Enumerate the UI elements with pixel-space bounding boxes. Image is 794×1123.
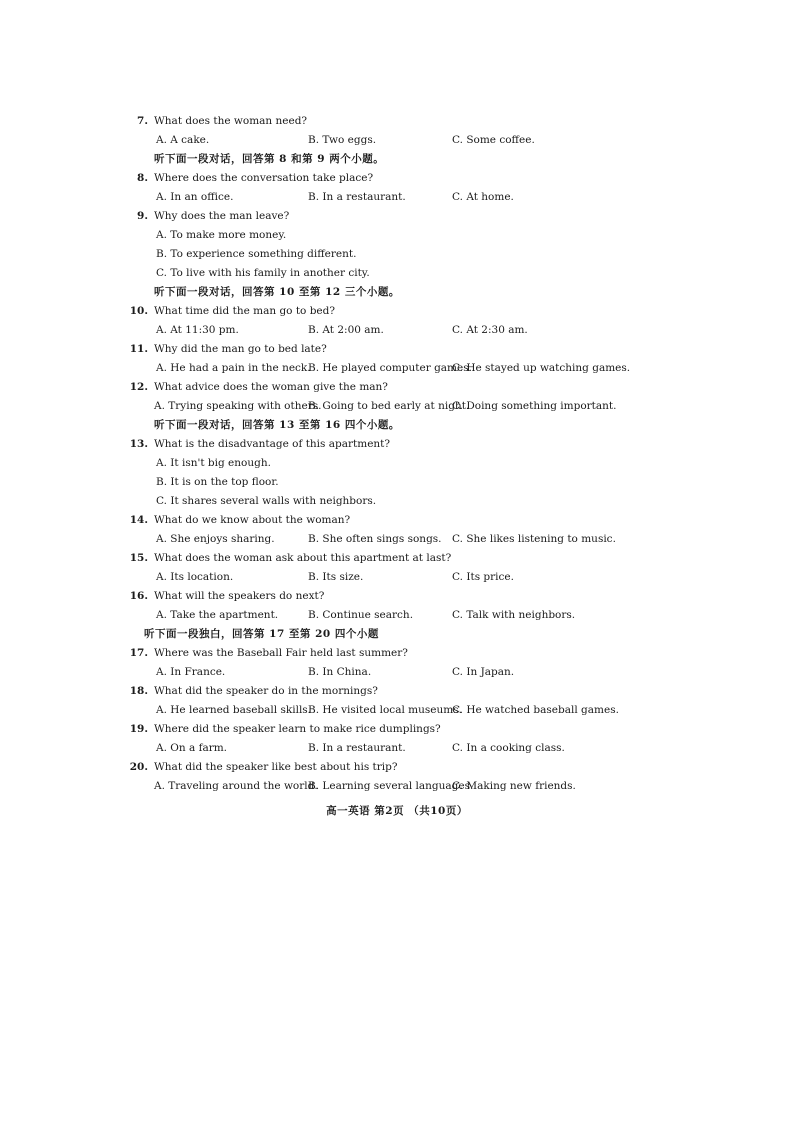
question-number: 12. — [129, 381, 148, 393]
options-row — [128, 530, 628, 549]
option-b: B. Its size. — [308, 571, 364, 583]
section-instruction — [128, 416, 628, 435]
question-text: What does the woman ask about this apartment at last? — [154, 552, 452, 564]
instruction-text: 听下面一段独白，回答第 17 至第 20 四个小题 — [144, 628, 379, 640]
option-a: A. In an office. — [156, 191, 234, 203]
option-b: B. Two eggs. — [308, 134, 377, 146]
option-a: A. In France. — [156, 666, 226, 678]
option-row — [128, 492, 628, 511]
option-c: C. Talk with neighbors. — [452, 609, 576, 621]
question-number: 14. — [129, 514, 148, 526]
section-instruction — [128, 150, 628, 169]
question-row — [128, 207, 628, 226]
options-row — [128, 777, 628, 796]
option-a: A. He had a pain in the neck. — [156, 362, 311, 374]
question-text: Where was the Baseball Fair held last summer? — [154, 647, 408, 659]
option-b: B. Learning several languages. — [308, 780, 474, 792]
options-row — [128, 606, 628, 625]
question-number: 17. — [129, 647, 148, 659]
options-row — [128, 188, 628, 207]
question-text: What do we know about the woman? — [154, 514, 351, 526]
option-a: A. He learned baseball skills. — [156, 704, 312, 716]
instruction-text: 听下面一段对话，回答第 13 至第 16 四个小题。 — [154, 419, 400, 431]
question-text: What time did the man go to bed? — [154, 305, 335, 317]
question-row — [128, 511, 628, 530]
option-a: A. On a farm. — [156, 742, 228, 754]
question-number: 15. — [129, 552, 148, 564]
question-row — [128, 378, 628, 397]
option-c: C. He watched baseball games. — [452, 704, 619, 716]
question-text: What is the disadvantage of this apartment? — [154, 438, 391, 450]
question-text: Why did the man go to bed late? — [154, 343, 327, 355]
question-text: What advice does the woman give the man? — [154, 381, 388, 393]
option-b: B. In a restaurant. — [308, 742, 406, 754]
question-text: What does the woman need? — [154, 115, 308, 127]
option-a: A. Traveling around the world. — [154, 780, 318, 792]
question-number: 20. — [129, 761, 148, 773]
options-row — [128, 397, 628, 416]
question-number: 8. — [137, 172, 148, 184]
option-b: B. To experience something different. — [156, 248, 357, 260]
option-c: C. She likes listening to music. — [452, 533, 616, 545]
option-a: A. A cake. — [156, 134, 210, 146]
option-c: C. Some coffee. — [452, 134, 535, 146]
question-text: What did the speaker like best about his trip? — [154, 761, 398, 773]
options-row — [128, 739, 628, 758]
option-a: A. Trying speaking with others. — [154, 400, 322, 412]
option-a: A. At 11:30 pm. — [156, 324, 239, 336]
option-c: C. At 2:30 am. — [452, 324, 528, 336]
question-text: What will the speakers do next? — [154, 590, 325, 602]
question-number: 10. — [129, 305, 148, 317]
option-a: A. It isn't big enough. — [156, 457, 271, 469]
option-b: B. Going to bed early at night. — [308, 400, 470, 412]
option-row — [128, 245, 628, 264]
question-row — [128, 302, 628, 321]
question-row — [128, 169, 628, 188]
option-b: B. Continue search. — [308, 609, 414, 621]
question-text: Where did the speaker learn to make rice dumplings? — [154, 723, 441, 735]
option-row — [128, 226, 628, 245]
option-c: C. To live with his family in another city. — [156, 267, 370, 279]
option-a: A. Its location. — [156, 571, 234, 583]
question-number: 13. — [129, 438, 148, 450]
instruction-text: 听下面一段对话，回答第 10 至第 12 三个小题。 — [154, 286, 400, 298]
question-row — [128, 340, 628, 359]
option-a: A. To make more money. — [156, 229, 287, 241]
option-c: C. Making new friends. — [452, 780, 576, 792]
question-row — [128, 435, 628, 454]
option-row — [128, 473, 628, 492]
question-number: 19. — [129, 723, 148, 735]
option-c: C. Its price. — [452, 571, 514, 583]
question-text: Where does the conversation take place? — [154, 172, 374, 184]
option-c: C. At home. — [452, 191, 514, 203]
section-instruction — [128, 625, 628, 644]
question-row — [128, 758, 628, 777]
question-row — [128, 682, 628, 701]
option-c: C. In Japan. — [452, 666, 515, 678]
option-row — [128, 454, 628, 473]
option-c: C. It shares several walls with neighbors. — [156, 495, 377, 507]
option-b: B. In a restaurant. — [308, 191, 406, 203]
options-row — [128, 321, 628, 340]
option-b: B. He visited local museums. — [308, 704, 462, 716]
page-footer: 高一英语 第2页 （共10页） — [326, 805, 468, 817]
option-a: A. She enjoys sharing. — [156, 533, 275, 545]
question-number: 7. — [137, 115, 148, 127]
options-row — [128, 359, 631, 378]
instruction-text: 听下面一段对话，回答第 8 和第 9 两个小题。 — [154, 153, 385, 165]
options-row — [128, 131, 628, 150]
options-row — [128, 568, 628, 587]
option-b: B. He played computer games. — [308, 362, 472, 374]
question-row — [128, 587, 628, 606]
question-row — [128, 720, 628, 739]
question-list — [128, 112, 631, 796]
question-text: What did the speaker do in the mornings? — [154, 685, 378, 697]
option-b: B. In China. — [308, 666, 372, 678]
question-row — [128, 644, 628, 663]
section-instruction — [128, 283, 628, 302]
option-b: B. She often sings songs. — [308, 533, 442, 545]
question-number: 18. — [129, 685, 148, 697]
question-row — [128, 112, 628, 131]
options-row — [128, 701, 628, 720]
question-number: 16. — [129, 590, 148, 602]
option-c: C. He stayed up watching games. — [452, 362, 631, 374]
option-c: C. Doing something important. — [452, 400, 617, 412]
question-row — [128, 549, 628, 568]
question-number: 9. — [137, 210, 148, 222]
question-number: 11. — [129, 343, 148, 355]
options-row — [128, 663, 628, 682]
option-a: A. Take the apartment. — [156, 609, 279, 621]
option-c: C. In a cooking class. — [452, 742, 565, 754]
question-text: Why does the man leave? — [154, 210, 290, 222]
option-row — [128, 264, 628, 283]
option-b: B. It is on the top floor. — [156, 476, 279, 488]
option-b: B. At 2:00 am. — [308, 324, 384, 336]
